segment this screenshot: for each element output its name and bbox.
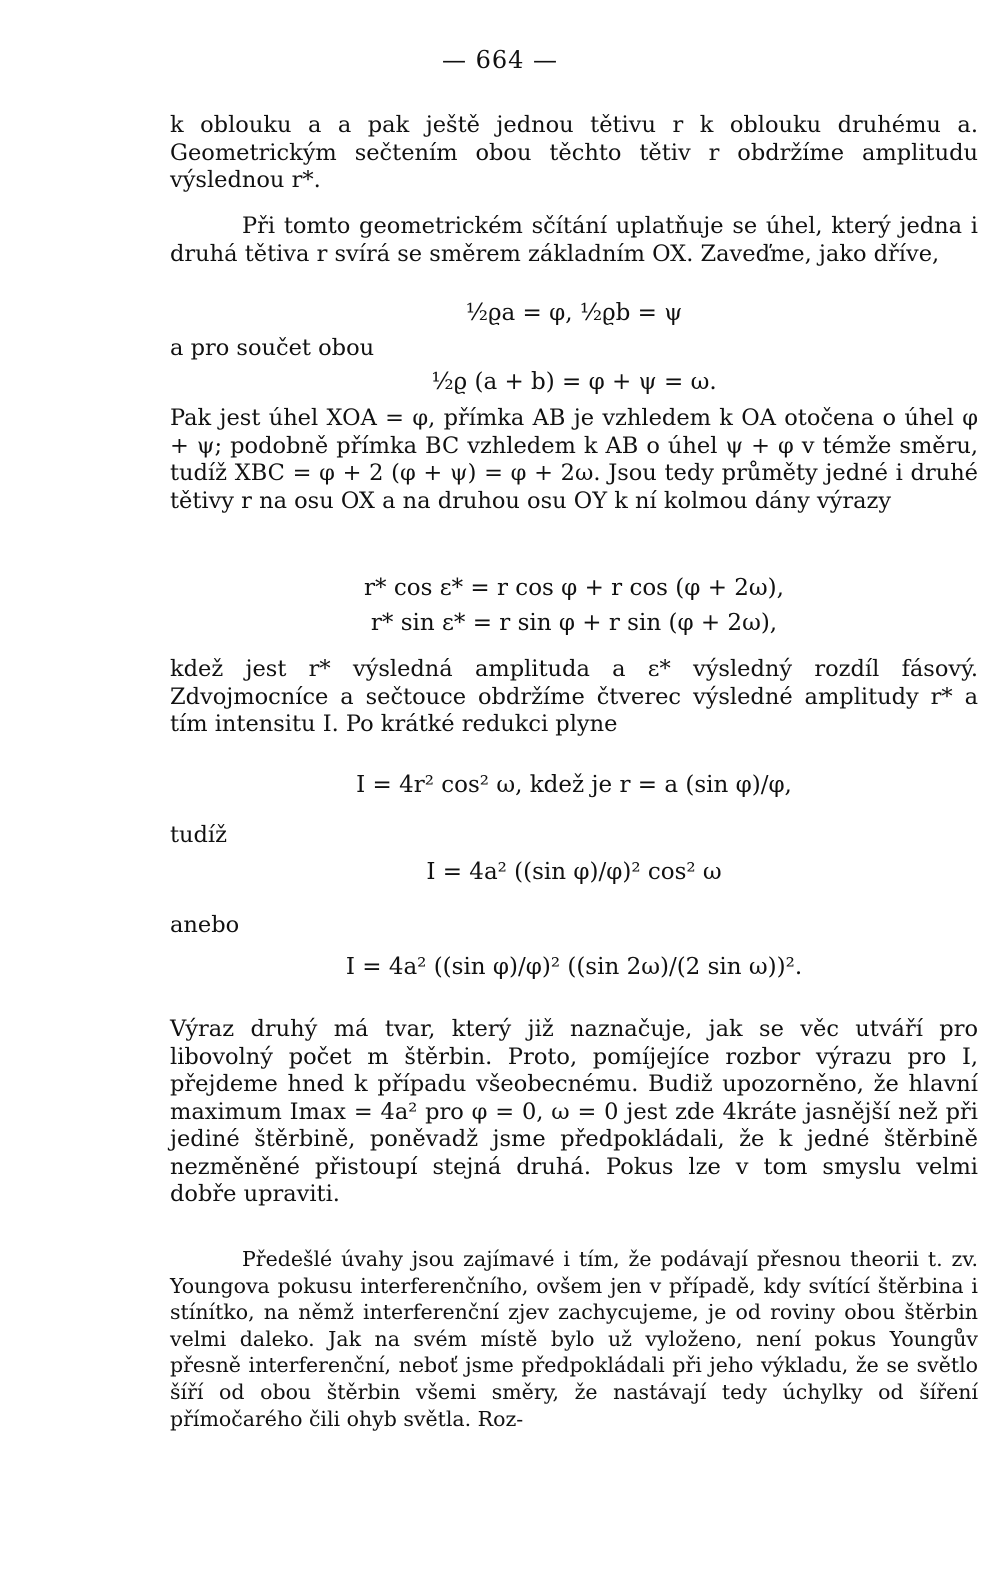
label-anebo: anebo (170, 912, 240, 938)
label-tudiz: tudíž (170, 822, 227, 848)
paragraph-amplitude: k oblouku a a pak ještě jednou tětivu r k oblouku druhému a. Geometrickým sečtením obou těchto tětiv r obdržíme amplitudu výslednou r*. (170, 112, 978, 193)
paragraph-young-experiment: Předešlé úvahy jsou zajímavé i tím, že podávají přesnou theorii t. zv. Youngova pokusu interferenčního, ovšem jen v případě, kdy svítící štěrbina i stínítko, na němž interferenční zjev zachycujeme, je od roviny obou štěrbin velmi daleko. Jak na svém místě bylo už vyloženo, není pokus Youngův přesně interferenční, neboť jsme předpokládali při jeho výkladu, že se světlo šíří od obou štěrbin všemi směry, že nastávají tedy úchylky od šíření přímočarého čili ohyb světla. Roz- (170, 1247, 978, 1431)
equation-phi-psi: ½ϱa = φ, ½ϱb = ψ (465, 300, 683, 326)
equation-sin-projection: r* sin ε* = r sin φ + r sin (φ + 2ω), (370, 610, 778, 636)
equation-omega: ½ϱ (a + b) = φ + ψ = ω. (431, 369, 717, 395)
paragraph-geometric-sum: Při tomto geometrickém sčítání uplatňuje se úhel, který jedna i druhá tětiva r svírá se směrem základním OX. Zaveďme, jako dříve, (170, 213, 978, 267)
equation-intensity-cos: I = 4r² cos² ω, kdež je r = a (sin φ)/φ, (356, 772, 792, 798)
paragraph-projections: Pak jest úhel XOA = φ, přímka AB je vzhledem k OA otočena o úhel φ + ψ; podobně přímka BC vzhledem k AB o úhel ψ + φ v témže směru, tudíž XBC = φ + 2 (φ + ψ) = φ + 2ω. Jsou tedy průměty jedné i druhé tětivy r na osu OX a na druhou osu OY k ní kolmou dány výrazy (170, 405, 978, 514)
paragraph-maximum: Výraz druhý má tvar, který již naznačuje, jak se věc utváří pro libovolný počet m štěrbin. Proto, pomíjejíce rozbor výrazu pro I, přejdeme hned k případu všeobecnému. Budiž upozorněno, že hlavní maximum Imax = 4a² pro φ = 0, ω = 0 jest zde 4kráte jasnější než při jediné štěrbině, poněvadž jsme předpokládali, že k jedné štěrbině nezměněné přistoupí stejná druhá. Pokus lze v tom smyslu velmi dobře upraviti. (170, 1016, 978, 1207)
page-number: — 664 — (441, 46, 559, 74)
paragraph-intensity: kdež jest r* výsledná amplituda a ε* výsledný rozdíl fásový. Zdvojmocníce a sečtouce obdržíme čtverec výsledné amplitudy r* a tím intensitu I. Po krátké redukci plyne (170, 656, 978, 737)
equation-cos-projection: r* cos ε* = r cos φ + r cos (φ + 2ω), (364, 575, 784, 601)
equation-intensity-double: I = 4a² ((sin φ)/φ)² ((sin 2ω)/(2 sin ω))². (345, 954, 803, 980)
label-sum: a pro součet obou (170, 335, 375, 361)
equation-intensity-single: I = 4a² ((sin φ)/φ)² cos² ω (426, 859, 722, 885)
